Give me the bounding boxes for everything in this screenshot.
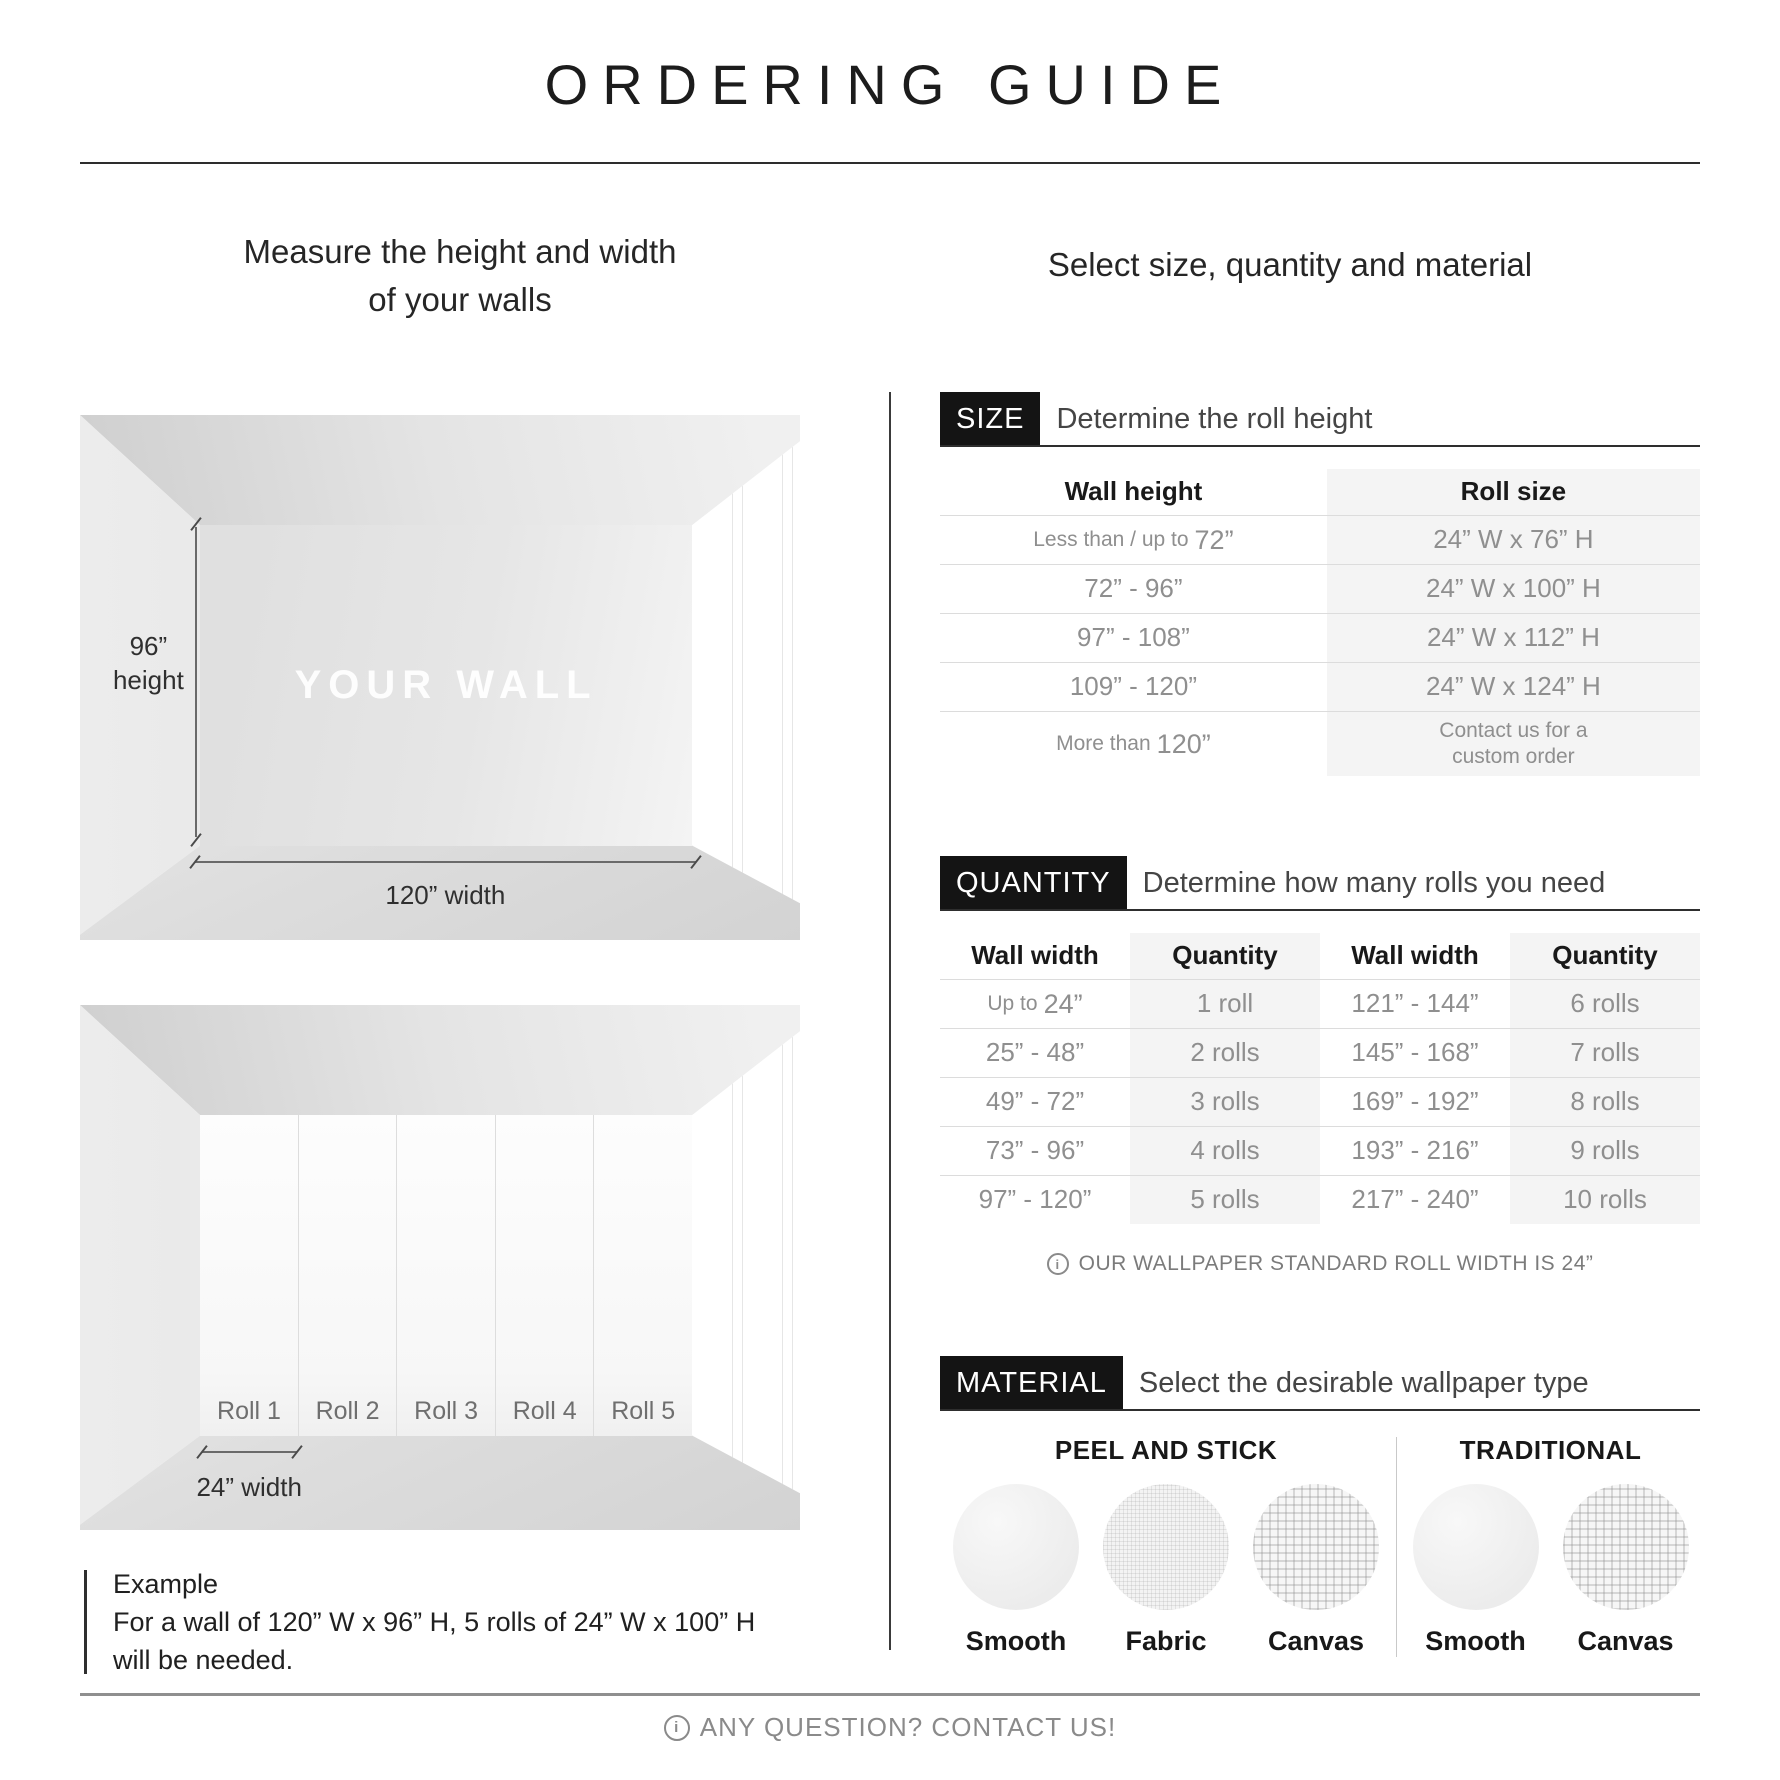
window-frame-bar — [732, 415, 743, 940]
roll-panel — [200, 1115, 299, 1435]
swatch-canvas — [1252, 1484, 1380, 1657]
wall-width-cell — [940, 980, 1130, 1028]
wall-width-cell: 97” - 120” — [978, 1184, 1092, 1215]
height-word: height — [112, 665, 184, 696]
window-frame-bar — [732, 1005, 743, 1530]
example-accent-bar — [84, 1570, 87, 1674]
swatch-label: Fabric — [1125, 1626, 1207, 1656]
qty-col-wall-width-1: Wall width — [971, 940, 1099, 971]
wallpaper-roll-panels — [200, 1115, 692, 1435]
swatch-row — [940, 1484, 1392, 1657]
room-illustration-measure — [80, 415, 800, 940]
qty-col-quantity-2: Quantity — [1510, 933, 1700, 979]
swatch-canvas — [1562, 1484, 1690, 1657]
wall-width-cell: 25” - 48” — [985, 1037, 1085, 1068]
wall-width-cell: 169” - 192” — [1351, 1086, 1479, 1117]
wall-height-cell — [940, 516, 1327, 564]
material-group-traditional — [1401, 1435, 1700, 1657]
canvas-texture-swatch — [1563, 1484, 1689, 1610]
quantity-cell: 7 rolls — [1510, 1029, 1700, 1077]
size-table-row — [940, 662, 1700, 711]
size-table-row — [940, 613, 1700, 662]
material-section — [940, 1356, 1700, 1657]
roll-panel — [594, 1115, 692, 1435]
size-col-wall-height: Wall height — [1064, 476, 1203, 507]
room-illustration-rolls — [80, 1005, 800, 1530]
quantity-table-row — [940, 1175, 1700, 1224]
qty-col-wall-width-2: Wall width — [1351, 940, 1479, 971]
size-col-roll-size: Roll size — [1327, 469, 1700, 515]
quantity-cell: 1 roll — [1130, 980, 1320, 1028]
footer-divider — [80, 1693, 1700, 1696]
footer-contact-text: ANY QUESTION? CONTACT US! — [699, 1712, 1117, 1742]
quantity-table-header-row — [940, 933, 1700, 979]
example-note — [84, 1566, 755, 1679]
swatch-smooth — [952, 1484, 1080, 1657]
roll-panel-label: Roll 3 — [414, 1396, 479, 1425]
quantity-badge: QUANTITY — [940, 856, 1127, 909]
info-icon: i — [1047, 1253, 1069, 1275]
custom-order-note: Contact us for a custom order — [1439, 718, 1588, 768]
quantity-table-row — [940, 1028, 1700, 1077]
material-section-header — [940, 1356, 1700, 1411]
title-divider — [80, 162, 1700, 164]
roll-size-cell: 24” W x 124” H — [1327, 663, 1700, 711]
quantity-cell: 2 rolls — [1130, 1029, 1320, 1077]
width-measure-label: 120” width — [385, 879, 506, 910]
roll-panel — [299, 1115, 398, 1435]
material-group-divider — [1396, 1437, 1397, 1657]
roll-size-cell: 24” W x 112” H — [1327, 614, 1700, 662]
wall-height-cell: 72” - 96” — [1084, 573, 1183, 604]
window-frame-bar — [782, 1005, 793, 1530]
qty-col-quantity-1: Quantity — [1130, 933, 1320, 979]
roll-size-cell — [1327, 712, 1700, 776]
height-value: 96” — [129, 631, 168, 662]
quantity-cell: 5 rolls — [1130, 1176, 1320, 1224]
left-heading-line2: of your walls — [368, 280, 552, 318]
example-text — [113, 1566, 755, 1679]
example-line2: will be needed. — [113, 1644, 294, 1675]
wall-height-cell: 97” - 108” — [1077, 622, 1190, 653]
window-frame-bar — [782, 415, 793, 940]
roll-width-note-text: OUR WALLPAPER STANDARD ROLL WIDTH IS 24” — [1078, 1252, 1594, 1275]
roll-size-cell: 24” W x 100” H — [1327, 565, 1700, 613]
right-section-heading: Select size, quantity and material — [1047, 246, 1533, 283]
quantity-section-header — [940, 856, 1700, 911]
roll-width-label: 24” width — [196, 1472, 302, 1503]
wall-height-value: 120” — [1156, 728, 1211, 759]
size-section — [940, 392, 1700, 776]
swatch-label: Smooth — [1425, 1626, 1526, 1656]
footer-contact — [0, 1712, 1780, 1743]
quantity-table-row — [940, 1126, 1700, 1175]
swatch-smooth — [1412, 1484, 1540, 1657]
quantity-section-title: Determine how many rolls you need — [1142, 867, 1606, 899]
material-group-name: PEEL AND STICK — [1054, 1435, 1278, 1465]
quantity-section — [940, 856, 1700, 1276]
material-group-name: TRADITIONAL — [1459, 1435, 1642, 1465]
wall-height-prefix: Less than / up to — [1033, 528, 1189, 552]
size-table-row — [940, 564, 1700, 613]
size-section-header — [940, 392, 1700, 447]
material-section-title: Select the desirable wallpaper type — [1138, 1367, 1589, 1399]
roll-panel-label: Roll 4 — [512, 1396, 577, 1425]
left-section-heading — [90, 228, 830, 324]
swatch-row — [1401, 1484, 1700, 1657]
roll-panel-label: Roll 1 — [217, 1396, 281, 1425]
wall-width-cell: 217” - 240” — [1351, 1184, 1479, 1215]
quantity-cell: 8 rolls — [1510, 1078, 1700, 1126]
roll-width-measure-line — [202, 1451, 297, 1453]
swatch-fabric — [1102, 1484, 1230, 1657]
quantity-cell: 9 rolls — [1510, 1127, 1700, 1175]
your-wall-surface — [200, 525, 692, 845]
quantity-cell: 4 rolls — [1130, 1127, 1320, 1175]
smooth-texture-swatch — [953, 1484, 1079, 1610]
smooth-texture-swatch — [1413, 1484, 1539, 1610]
roll-panel — [496, 1115, 595, 1435]
size-table-row — [940, 515, 1700, 564]
info-icon: i — [664, 1715, 690, 1741]
size-section-title: Determine the roll height — [1056, 403, 1373, 435]
quantity-cell: 6 rolls — [1510, 980, 1700, 1028]
wall-height-cell: 109” - 120” — [1069, 671, 1197, 702]
wall-width-prefix: Up to — [987, 992, 1038, 1016]
wall-height-cell — [940, 712, 1327, 776]
left-heading-line1: Measure the height and width — [243, 233, 677, 270]
width-measure-line — [195, 861, 695, 863]
wall-width-cell: 49” - 72” — [985, 1086, 1085, 1117]
quantity-table — [940, 933, 1700, 1224]
example-heading: Example — [113, 1569, 219, 1599]
material-badge: MATERIAL — [940, 1356, 1123, 1409]
wall-height-value: 72” — [1194, 524, 1234, 555]
your-wall-label: YOUR WALL — [294, 662, 598, 707]
wall-width-cell: 193” - 216” — [1351, 1135, 1479, 1166]
swatch-label: Canvas — [1577, 1626, 1674, 1656]
example-line1: For a wall of 120” W x 96” H, 5 rolls of 24” W x 100” H — [113, 1606, 756, 1637]
wall-height-prefix: More than — [1056, 732, 1151, 756]
size-badge: SIZE — [940, 392, 1040, 445]
column-divider — [889, 392, 891, 1650]
page-title: ORDERING GUIDE — [544, 53, 1236, 116]
roll-panel-label: Roll 2 — [315, 1396, 380, 1425]
size-table-row — [940, 711, 1700, 776]
quantity-table-row — [940, 1077, 1700, 1126]
wall-width-cell: 73” - 96” — [985, 1135, 1085, 1166]
swatch-label: Smooth — [965, 1626, 1067, 1656]
height-measure-label — [102, 630, 196, 698]
size-table-header-row — [940, 469, 1700, 515]
quantity-cell: 10 rolls — [1510, 1176, 1700, 1224]
fabric-texture-swatch — [1103, 1484, 1229, 1610]
roll-size-cell: 24” W x 76” H — [1327, 516, 1700, 564]
size-table — [940, 469, 1700, 776]
height-measure-line — [195, 527, 197, 837]
roll-width-note — [940, 1252, 1700, 1276]
material-group-peel-and-stick — [940, 1435, 1392, 1657]
wall-width-value: 24” — [1043, 988, 1083, 1019]
swatch-label: Canvas — [1267, 1626, 1365, 1656]
quantity-table-row — [940, 979, 1700, 1028]
roll-panel-label: Roll 5 — [611, 1396, 676, 1425]
material-options — [940, 1435, 1700, 1657]
roll-panel — [397, 1115, 496, 1435]
canvas-texture-swatch — [1253, 1484, 1379, 1610]
quantity-cell: 3 rolls — [1130, 1078, 1320, 1126]
wall-width-cell: 121” - 144” — [1351, 988, 1479, 1019]
wall-width-cell: 145” - 168” — [1351, 1037, 1479, 1068]
